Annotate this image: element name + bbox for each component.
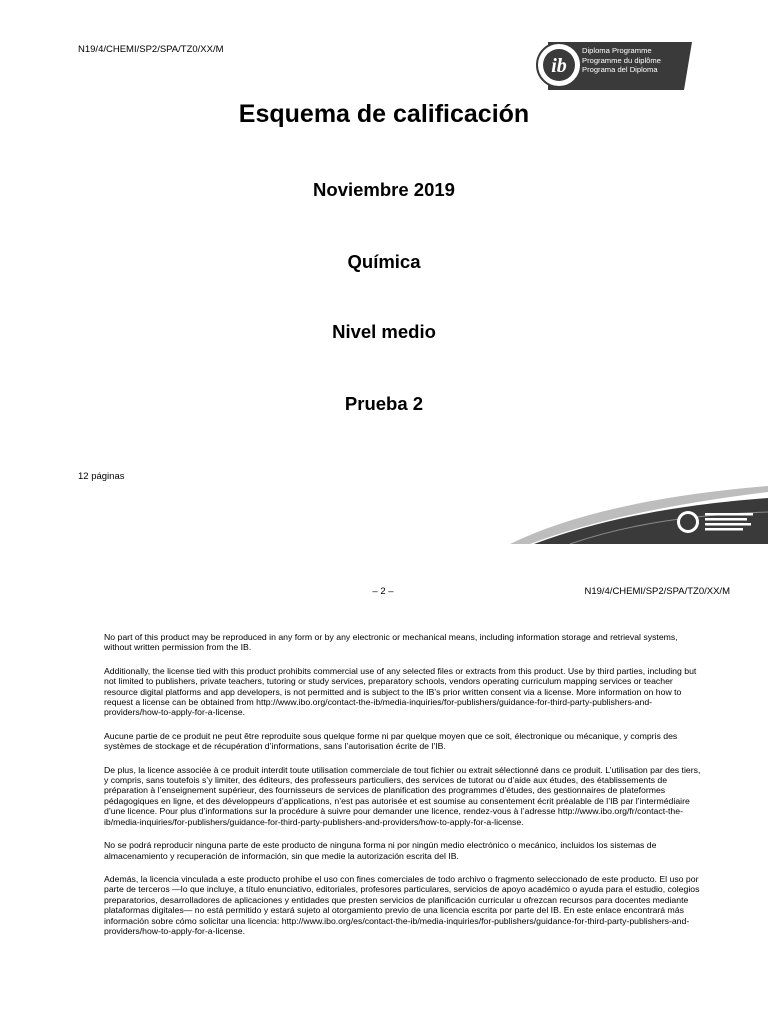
logo-line-es: Programa del Diploma	[582, 65, 658, 74]
document-code: N19/4/CHEMI/SP2/SPA/TZ0/XX/M	[584, 586, 730, 597]
notice-paragraph-es-2: Además, la licencia vinculada a este producto prohíbe el uso con fines comerciales de todo archivo o fragmento seleccionado de este producto. El uso por parte de terceros —lo que incluye, a título enunciativo, editoriales, profesores particulares, servicios de apoyo académico o ayuda para el estudio, colegios preparatorios, desarrolladores de aplicaciones y entidades que presten servicios de planificación curricular u ofrezcan recursos para docentes mediante plataformas digitales— no está permitido y estará sujeto al otorgamiento previo de una licencia escrita por parte del IB. En este enlace encontrará más información sobre cómo solicitar una licencia: http://www.ibo.org/es/contact-the-ib/media-inquiries/for-publishers/guidance-for-third-party-publishers-and-providers/how-to-apply-for-a-license.	[104, 873, 700, 936]
notice-paragraph-es-1: No se podrá reproducir ninguna parte de este producto de ninguna forma ni por ningún medio electrónico o mecánico, incluidos los sistemas de almacenamiento y recuperación de información, sin que medie la autorización escrita del IB.	[104, 840, 657, 861]
logo-text	[582, 46, 661, 75]
ib-logo-icon	[534, 40, 584, 90]
copyright-notice	[104, 632, 704, 949]
logo-line-en: Diploma Programme	[582, 46, 652, 55]
document-code: N19/4/CHEMI/SP2/SPA/TZ0/XX/M	[78, 44, 224, 55]
subject-name: Química	[347, 251, 421, 272]
svg-text:ib: ib	[551, 55, 567, 77]
document-title: Esquema de calificación	[238, 100, 530, 128]
exam-session: Noviembre 2019	[313, 179, 455, 200]
paper-name: Prueba 2	[344, 393, 424, 414]
notice-paragraph-en-2: Additionally, the license tied with this product prohibits commercial use of any selected files or extracts from this product. Use by third parties, including but not limited to publishers, private teachers, tutoring or study services, preparatory schools, vendors operating curriculum mapping services or teacher resource digital platforms and app developers, is not permitted and is subject to the IB’s prior written consent via a license. More information on how to request a license can be obtained from http://www.ibo.org/contact-the-ib/media-inquiries/for-publishers/guidance-for-third-party-publishers-and-providers/how-to-apply-for-a-license.	[104, 665, 697, 718]
notice-page	[0, 556, 768, 1024]
page-number: – 2 –	[372, 586, 394, 597]
logo-line-fr: Programme du diplôme	[582, 55, 661, 65]
notice-paragraph-fr-2: De plus, la licence associée à ce produit interdit toute utilisation commerciale de tout fichier ou extrait sélectionné dans ce produit. L’utilisation par des tiers, y compris, sans toutefois s’y limiter, des éditeurs, des professeurs particuliers, des services de tutorat ou d’aide aux études, des établissements de préparation à l’enseignement supérieur, des fournisseurs de services de planification des programmes d’études, des gestionnaires de plateformes pédagogiques en ligne, et des développeurs d’applications, n’est pas autorisée et est soumise au consentement écrit préalable de l’IB par l’intermédiaire d’une licence. Pour plus d’informations sur la procédure à suivre pour demander une licence, rendez-vous à l’adresse http://www.ibo.org/fr/contact-the-ib/media-inquiries/for-publishers/guidance-for-third-party-publishers-and-providers/how-to-apply-for-a-license.	[104, 764, 701, 827]
subject-level: Nivel medio	[332, 321, 436, 342]
ib-swoosh-emblem	[510, 478, 768, 544]
notice-paragraph-en-1: No part of this product may be reproduced in any form or by any electronic or mechanical means, including information storage and retrieval systems, without written permission from the IB.	[104, 632, 678, 653]
ib-diploma-logo	[534, 40, 692, 90]
page-count: 12 páginas	[78, 471, 125, 482]
notice-paragraph-fr-1: Aucune partie de ce produit ne peut être reproduite sous quelque forme ni par quelque moyen que ce soit, électronique ou mécanique, y compris des systèmes de stockage et de récupération d’informations, sans l’autorisation écrite de l’IB.	[104, 730, 678, 752]
